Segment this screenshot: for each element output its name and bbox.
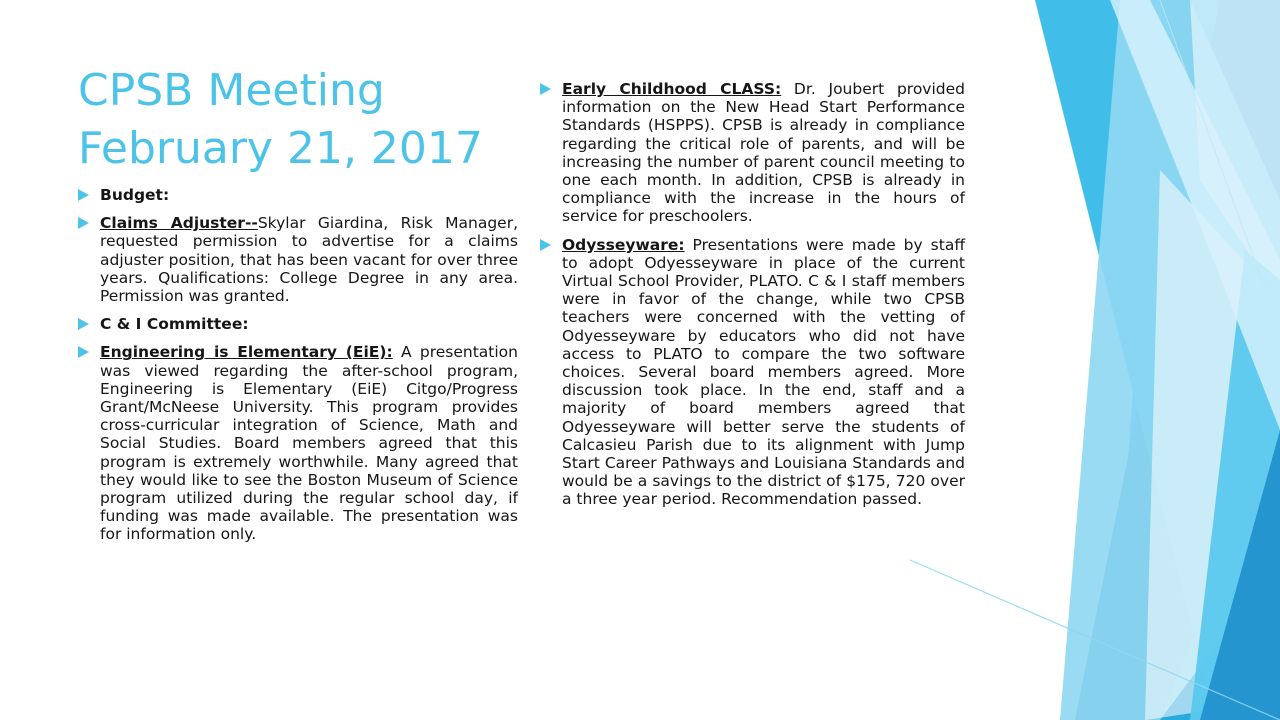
slide-title-line-2: February 21, 2017 — [78, 123, 483, 174]
list-item-lead: Odysseyware: — [562, 235, 685, 254]
list-item — [78, 186, 518, 204]
list-item-text — [100, 343, 518, 543]
triangle-right-icon — [78, 217, 100, 229]
list-item-text — [100, 214, 518, 305]
list-item — [540, 80, 965, 226]
list-item-lead: Budget: — [100, 186, 170, 204]
list-item-lead: C & I Committee: — [100, 315, 249, 334]
list-item-lead: Engineering is Elementary (EiE): — [100, 343, 393, 362]
list-item-text — [100, 186, 518, 204]
triangle-right-icon — [78, 189, 100, 201]
list-item-text — [100, 315, 518, 333]
list-item — [78, 214, 518, 305]
list-item — [540, 236, 965, 509]
triangle-right-icon — [78, 346, 100, 358]
list-item-text — [562, 80, 965, 226]
list-item — [78, 315, 518, 333]
slide-title-line-1: CPSB Meeting — [78, 65, 385, 116]
slide-title — [78, 62, 548, 178]
left-text-column — [78, 186, 518, 544]
triangle-right-icon — [540, 239, 562, 251]
list-item-text — [562, 236, 965, 509]
triangle-right-icon — [540, 83, 562, 95]
list-item-lead: Early Childhood CLASS: — [562, 80, 782, 98]
list-item-body: Presentations were made by staff to adopt Odyesseyware in place of the current Virtual School Provider, PLATO. C & I staff members were in favor of the change, while two CPSB teachers were concerned with the vetting of Odyesseyware by educators who did not have access to PLATO to compare the two software choices. Several board members agreed. More discussion took place. In the end, staff and a majority of board members agreed that Odyesseyware will better serve the students of Calcasieu Parish due to its alignment with Jump Start Career Pathways and Louisiana Standards and would be a savings to the district of $175, 720 over a three year period. Recommendation passed. — [562, 235, 965, 509]
triangle-right-icon — [78, 318, 100, 330]
list-item-body: Dr. Joubert provided information on the New Head Start Performance Standards (HSPPS). CPSB is already in compliance regarding the critical role of parents, and will be increasing the number of parent council meeting to one each month. In addition, CPSB is already in compliance with the increase in the hours of service for preschoolers. — [562, 80, 965, 226]
list-item-body: Skylar Giardina, Risk Manager, requested permission to advertise for a claims adjuster position, that has been vacant for over three years. Qualifications: College Degree in any area. Permission was granted. — [100, 214, 518, 306]
right-text-column — [540, 80, 965, 509]
list-item-lead: Claims Adjuster-- — [100, 214, 258, 233]
list-item-body: A presentation was viewed regarding the after-school program, Engineering is Elementary (EiE) Citgo/Progress Grant/McNeese University. This program provides cross-curricular integration of Science, Math and Social Studies. Board members agreed that this program is extremely worthwhile. Many agreed that they would like to see the Boston Museum of Science program utilized during the regular school day, if funding was made available. The presentation was for information only. — [100, 343, 518, 544]
list-item — [78, 343, 518, 543]
